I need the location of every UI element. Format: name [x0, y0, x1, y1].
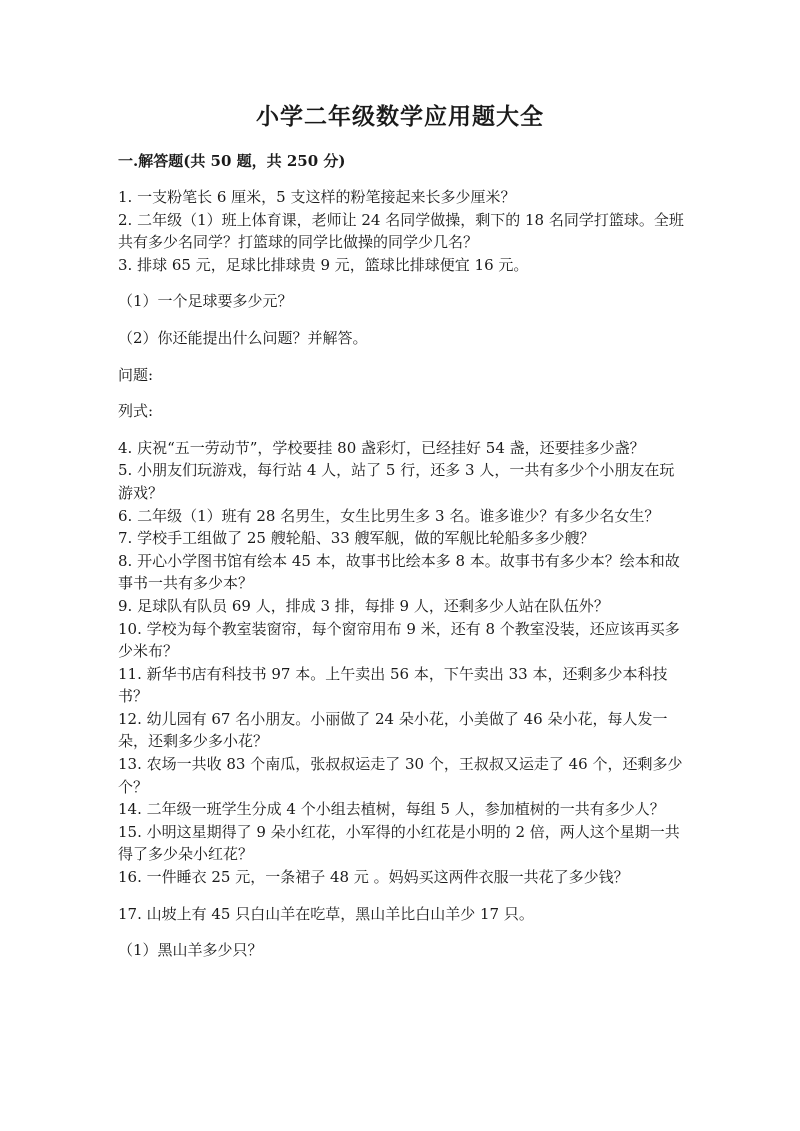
question-3-answer-question-label: 问题: — [118, 365, 154, 384]
question-5: 5. 小朋友们玩游戏，每行站 4 人，站了 5 行，还多 3 人，一共有多少个小朋友在玩游戏？ — [118, 461, 675, 502]
question-8: 8. 开心小学图书馆有绘本 45 本，故事书比绘本多 8 本。故事书有多少本？绘本和故事书一共有多少本？ — [118, 551, 680, 593]
question-11: 11. 新华书店有科技书 97 本。上午卖出 56 本，下午卖出 33 本，还剩多少本科技书？ — [118, 664, 668, 706]
question-3: 3. 排球 65 元，足球比排球贵 9 元，篮球比排球便宜 16 元。 — [118, 255, 529, 274]
question-7: 7. 学校手工组做了 25 艘轮船、33 艘军舰，做的军舰比轮船多多少艘？ — [118, 529, 595, 548]
question-3-subquestion-1: （1）一个足球要多少元？ — [118, 292, 293, 311]
question-9: 9. 足球队有队员 69 人，排成 3 排，每排 9 人，还剩多少人站在队伍外？ — [118, 596, 609, 615]
question-2: 2. 二年级（1）班上体育课，老师让 24 名同学做操，剩下的 18 名同学打篮球。全班共有多少名同学？打篮球的同学比做操的同学少几名？ — [118, 210, 684, 252]
question-3-subquestion-2: （2）你还能提出什么问题？并解答。 — [118, 328, 368, 347]
question-13: 13. 农场一共收 83 个南瓜，张叔叔运走了 30 个，王叔叔又运走了 46 个，还剩多少个？ — [118, 755, 683, 796]
question-list — [118, 186, 688, 962]
question-14: 14. 二年级一班学生分成 4 个小组去植树，每组 5 人，参加植树的一共有多少人？ — [118, 800, 665, 819]
section-heading: 一.解答题(共 50 题，共 250 分) — [118, 152, 346, 170]
question-12: 12. 幼儿园有 67 名小朋友。小丽做了 24 朵小花，小美做了 46 朵小花，每人发一朵，还剩多少多小花？ — [118, 709, 668, 751]
question-16: 16. 一件睡衣 25 元，一条裙子 48 元 。妈妈买这两件衣服一共花了多少钱？ — [118, 868, 629, 887]
question-10: 10. 学校为每个教室装窗帘，每个窗帘用布 9 米，还有 8 个教室没装，还应该再买多少米布？ — [118, 619, 680, 661]
question-4: 4. 庆祝“五一劳动节”，学校要挂 80 盏彩灯，已经挂好 54 盏，还要挂多少盏？ — [118, 438, 645, 457]
question-17-subquestion-1: （1）黑山羊多少只？ — [118, 941, 263, 960]
question-6: 6. 二年级（1）班有 28 名男生，女生比男生多 3 名。谁多谁少？有多少名女生？ — [118, 506, 660, 525]
question-3-formula-label: 列式: — [118, 402, 154, 421]
question-17: 17. 山坡上有 45 只白山羊在吃草，黑山羊比白山羊少 17 只。 — [118, 904, 534, 923]
page-title: 小学二年级数学应用题大全 — [256, 103, 544, 130]
question-1: 1. 一支粉笔长 6 厘米，5 支这样的粉笔接起来长多少厘米？ — [118, 188, 516, 206]
question-15: 15. 小明这星期得了 9 朵小红花，小军得的小红花是小明的 2 倍，两人这个星期一共得了多少朵小红花？ — [118, 822, 680, 864]
